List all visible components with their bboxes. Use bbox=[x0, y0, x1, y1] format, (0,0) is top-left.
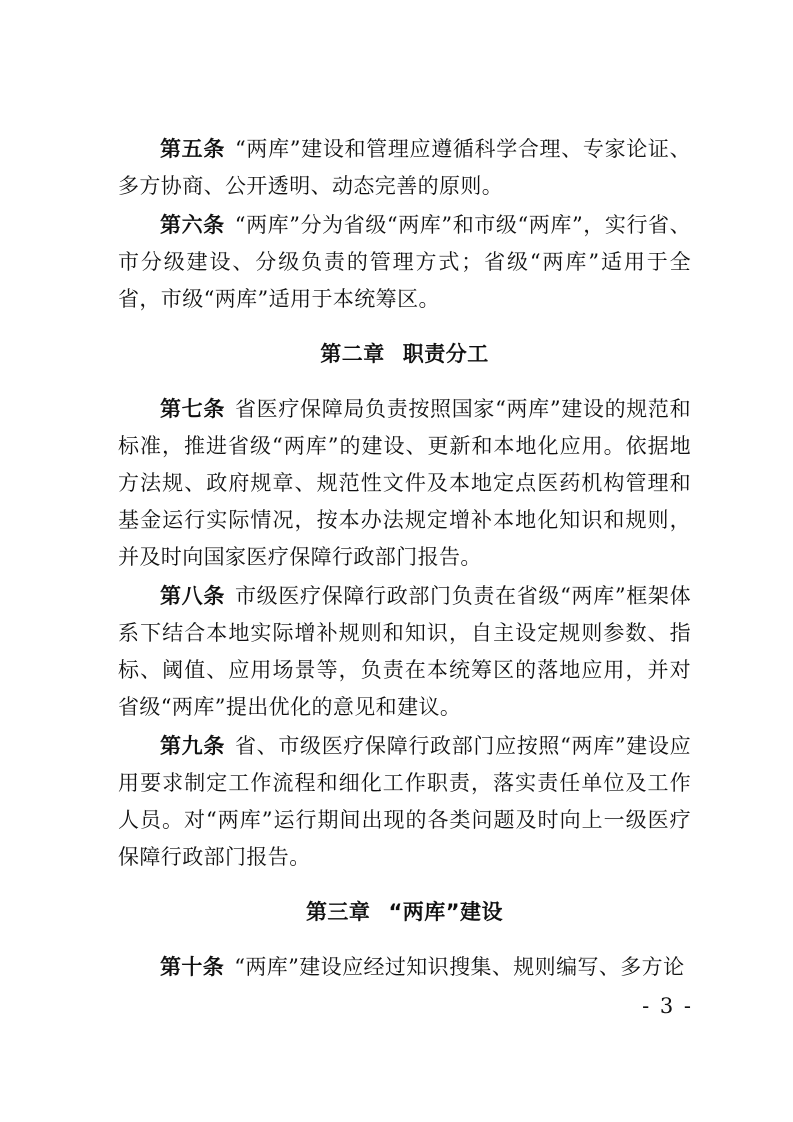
article-text: “两库”建设和管理应遵循科学合理、专家论证、多方协商、公开透明、动态完善的原则。 bbox=[118, 137, 691, 198]
article-7 bbox=[118, 391, 691, 576]
article-8 bbox=[118, 578, 691, 726]
article-lead: 第十条 bbox=[160, 955, 225, 979]
article-6 bbox=[118, 207, 691, 318]
chapter-number: 第二章 bbox=[320, 342, 385, 366]
article-text: “两库”建设应经过知识搜集、规则编写、多方论 bbox=[234, 955, 685, 979]
article-lead: 第九条 bbox=[160, 734, 226, 758]
article-lead: 第七条 bbox=[160, 397, 226, 421]
article-lead: 第五条 bbox=[160, 137, 226, 161]
article-lead: 第六条 bbox=[160, 213, 225, 237]
article-text: 省、市级医疗保障行政部门应按照“两库”建设应用要求制定工作流程和细化工作职责，落实责任单位及工作人员。对“两库”运行期间出现的各类问题及时向上一级医疗保障行政部门报告。 bbox=[118, 734, 691, 869]
chapter-title: “两库”建设 bbox=[388, 900, 504, 924]
chapter-title: 职责分工 bbox=[402, 342, 489, 366]
chapter-heading-3 bbox=[118, 894, 691, 931]
article-9 bbox=[118, 728, 691, 876]
chapter-number: 第三章 bbox=[305, 900, 371, 924]
article-text: 省医疗保障局负责按照国家“两库”建设的规范和标准，推进省级“两库”的建设、更新和本地化应用。依据地方法规、政府规章、规范性文件及本地定点医药机构管理和基金运行实际情况，按本办法规定增补本地化知识和规则，并及时向国家医疗保障行政部门报告。 bbox=[118, 397, 691, 569]
article-lead: 第八条 bbox=[160, 584, 226, 608]
page-number: - 3 - bbox=[642, 994, 693, 1018]
chapter-heading-2 bbox=[118, 336, 691, 373]
article-text: 市级医疗保障行政部门负责在省级“两库”框架体系下结合本地实际增补规则和知识，自主设定规则参数、指标、阈值、应用场景等，负责在本统筹区的落地应用，并对省级“两库”提出优化的意见和建议。 bbox=[118, 584, 691, 719]
document-page bbox=[118, 131, 691, 988]
article-5 bbox=[118, 131, 691, 205]
article-10 bbox=[118, 949, 691, 986]
article-text: “两库”分为省级“两库”和市级“两库”，实行省、市分级建设、分级负责的管理方式；省级“两库”适用于全省，市级“两库”适用于本统筹区。 bbox=[118, 213, 692, 311]
